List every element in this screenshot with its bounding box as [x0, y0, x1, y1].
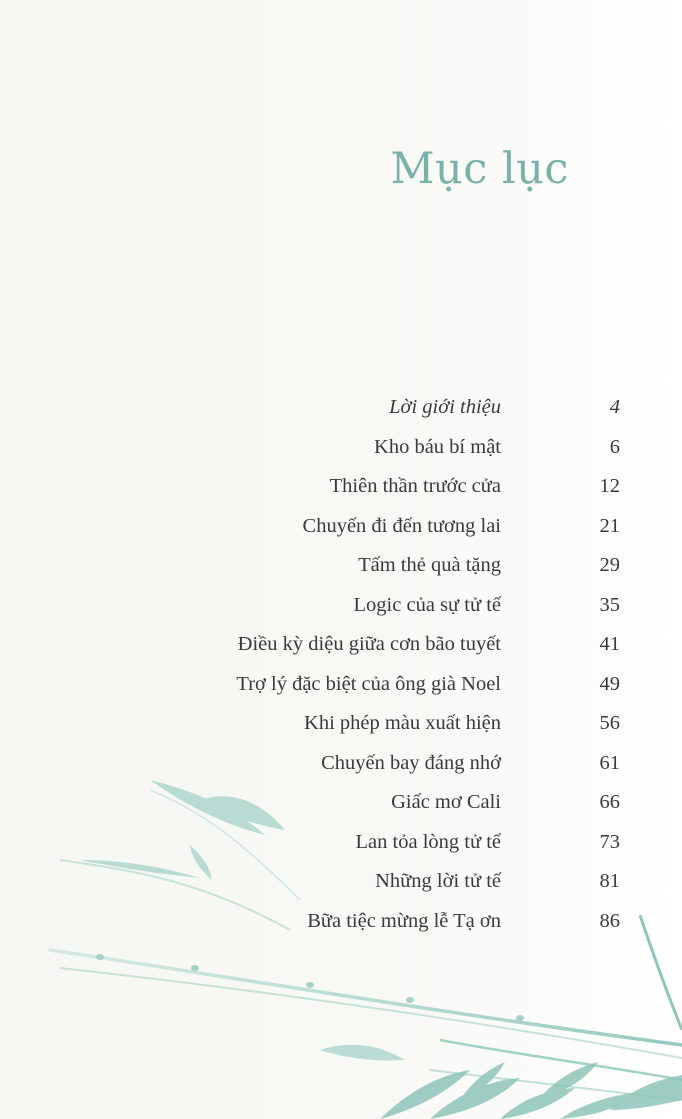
toc-entry[interactable]: [0, 823, 682, 863]
toc-entry-title: Những lời tử tế: [375, 870, 501, 892]
toc-entry-page: 6: [609, 435, 620, 458]
toc-entry-page: 35: [599, 593, 620, 616]
table-of-contents: [0, 388, 682, 941]
toc-entry-title: Bữa tiệc mừng lễ Tạ ơn: [307, 909, 501, 932]
toc-entry-page: 49: [599, 672, 620, 695]
toc-entry-title: Kho báu bí mật: [374, 435, 501, 458]
toc-entry-title: Trợ lý đặc biệt của ông già Noel: [236, 672, 501, 695]
bamboo-stem: [440, 1040, 682, 1080]
toc-entry[interactable]: [0, 704, 682, 744]
toc-entry-page: 73: [599, 830, 620, 853]
toc-entry-title: Điều kỳ diệu giữa cơn bão tuyết: [237, 633, 501, 655]
toc-entry-title: Lan tỏa lòng tử tế: [355, 830, 501, 853]
bamboo-stem: [50, 950, 682, 1045]
toc-entry[interactable]: [0, 586, 682, 626]
toc-entry-title: Thiên thần trước cửa: [329, 475, 501, 497]
toc-entry-page: 81: [599, 870, 620, 892]
toc-entry-page: 12: [599, 475, 620, 497]
toc-entry-page: 29: [599, 554, 620, 576]
toc-entry[interactable]: [0, 467, 682, 507]
toc-entry[interactable]: [0, 665, 682, 705]
toc-entry[interactable]: [0, 783, 682, 823]
toc-entry-page: 61: [599, 751, 620, 774]
toc-entry-title: Giấc mơ Cali: [391, 791, 501, 813]
toc-entry-title: Logic của sự tử tế: [353, 593, 501, 616]
toc-entry[interactable]: [0, 862, 682, 902]
toc-entry[interactable]: [0, 902, 682, 942]
toc-entry-title: Khi phép màu xuất hiện: [304, 712, 501, 734]
toc-entry[interactable]: [0, 744, 682, 784]
toc-entry[interactable]: [0, 388, 682, 428]
page-title: Mục lục: [390, 144, 569, 194]
toc-entry-page: 66: [599, 791, 620, 813]
bamboo-leaves: [380, 1062, 682, 1119]
toc-entry-page: 4: [609, 396, 620, 418]
toc-entry[interactable]: [0, 625, 682, 665]
bamboo-nodes: [96, 954, 524, 1021]
toc-entry-page: 56: [599, 712, 620, 734]
toc-entry[interactable]: [0, 546, 682, 586]
toc-entry-page: 41: [599, 633, 620, 655]
toc-entry-title: Chuyến bay đáng nhớ: [321, 751, 501, 774]
toc-entry[interactable]: [0, 428, 682, 468]
bamboo-stem: [60, 968, 682, 1058]
toc-entry-title: Lời giới thiệu: [389, 396, 501, 418]
toc-entry-title: Chuyến đi đến tương lai: [302, 514, 501, 537]
toc-entry-title: Tấm thẻ quà tặng: [358, 554, 501, 576]
toc-entry-page: 21: [599, 514, 620, 537]
toc-entry[interactable]: [0, 507, 682, 547]
toc-entry-page: 86: [599, 909, 620, 932]
